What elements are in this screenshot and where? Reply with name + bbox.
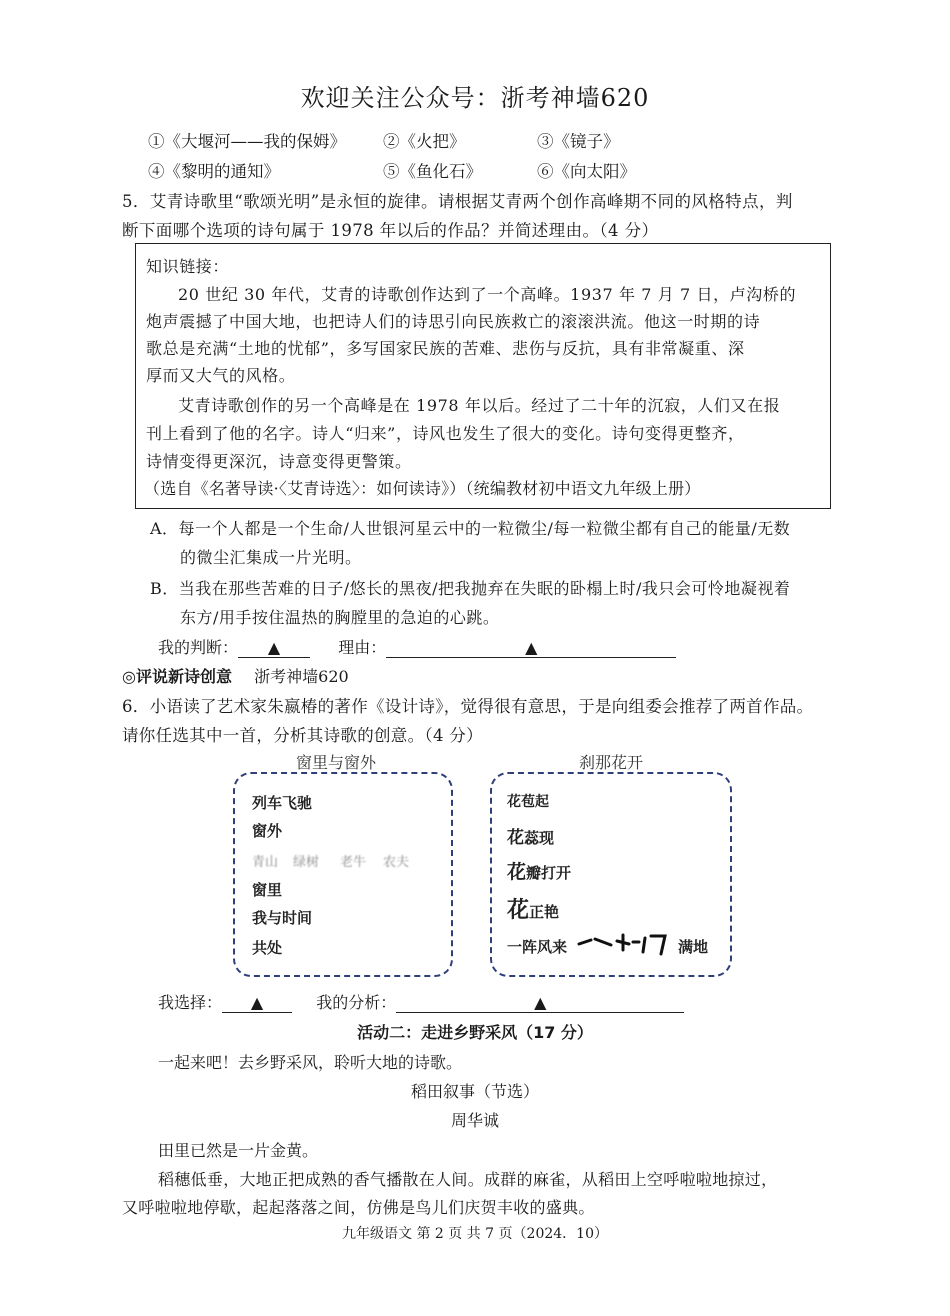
judge-blank[interactable]: ▲: [238, 639, 310, 658]
flower-char: 花: [507, 828, 524, 848]
poem2-line: 一阵风来: [507, 938, 568, 956]
activity2-intro: 一起来吧！去乡野采风，聆听大地的诗歌。: [158, 1053, 463, 1072]
work-item: ⑥《向太阳》: [537, 162, 636, 181]
poem1-title: 窗里与窗外: [296, 753, 377, 772]
q5-answer-line: [158, 635, 676, 658]
q5-stem-line1: 5．艾青诗歌里“歌颂光明”是永恒的旋律。请根据艾青两个创作高峰期不同的风格特点，判: [122, 192, 793, 211]
scattered-petal-strokes: [577, 930, 673, 958]
q6-stem-line2: 请你任选其中一首，分析其诗歌的创意。（4 分）: [122, 726, 483, 745]
flower-rest: 蕊现: [524, 829, 555, 847]
option-b-line1: B．当我在那些苦难的日子/悠长的黑夜/把我抛弃在失眠的卧榻上时/我只会可怜地凝视着: [150, 579, 791, 598]
choose-label: 我选择：: [158, 993, 223, 1012]
poem1-line: 窗里: [252, 881, 283, 899]
q6-answer-line: [158, 990, 684, 1013]
reason-label: 理由：: [338, 638, 387, 657]
reading-paragraph: 又呼啦啦地停歇，起起落落之间，仿佛是鸟儿们庆贺丰收的盛典。: [122, 1198, 595, 1217]
work-item: ②《火把》: [383, 132, 466, 151]
work-item: ④《黎明的通知》: [148, 162, 280, 181]
box-line: 歌总是充满“土地的忧郁”，多写国家民族的苦难、悲伤与反抗，具有非常凝重、深: [146, 339, 745, 358]
poem1-line: 我与时间: [252, 909, 313, 927]
box-line: 炮声震撼了中国大地，也把诗人们的诗思引向民族救亡的滚滚洪流。他这一时期的诗: [146, 312, 761, 331]
poem2-line: [507, 823, 554, 848]
poem1-line: 窗外: [252, 822, 283, 840]
judge-label: 我的判断：: [158, 638, 239, 657]
page-footer: 九年级语文 第 2 页 共 7 页（2024．10）: [342, 1226, 608, 1242]
petal-stroke: [651, 936, 665, 954]
reason-blank[interactable]: ▲: [386, 639, 676, 658]
activity2-title: 活动二：走进乡野采风（17 分）: [357, 1023, 593, 1042]
section-heading: [122, 664, 349, 687]
knowledge-link-box: [135, 243, 831, 509]
work-item: ①《大堰河——我的保姆》: [148, 132, 346, 151]
flower-rest: 瓣打开: [526, 864, 572, 882]
poem2-line: 满地: [678, 938, 709, 956]
choose-blank[interactable]: ▲: [222, 994, 292, 1013]
poem2-line: 花苞起: [507, 794, 549, 810]
poem1-blurred-word: 绿树: [293, 855, 320, 870]
poem2-line: [507, 893, 559, 924]
box-line: 刊上看到了他的名字。诗人“归来”，诗风也发生了很大的变化。诗句变得更整齐，: [146, 424, 745, 443]
poem2-line: [507, 857, 571, 884]
poem1-blurred-word: 青山: [252, 855, 279, 870]
poem1-line: 列车飞驰: [252, 794, 313, 812]
petal-stroke: [579, 940, 591, 944]
flower-char: 花: [507, 898, 530, 923]
page-header-watermark: 欢迎关注公众号：浙考神墙620: [300, 84, 650, 112]
section-title: ◎评说新诗创意: [122, 667, 232, 686]
reading-title: 稻田叙事（节选）: [410, 1082, 539, 1101]
box-title: 知识链接：: [146, 257, 230, 276]
poem1-line: 共处: [252, 939, 283, 957]
work-item: ⑤《鱼化石》: [383, 162, 482, 181]
poem2-title: 刹那花开: [579, 753, 644, 772]
flower-rest: 正艳: [529, 903, 560, 921]
box-line: 诗情变得更深沉，诗意变得更警策。: [146, 452, 412, 471]
work-item: ③《镜子》: [537, 132, 620, 151]
poem1-blurred-word: 农夫: [383, 855, 410, 870]
poem1-blurred-word: 老牛: [340, 855, 367, 870]
reading-paragraph: 田里已然是一片金黄。: [158, 1141, 319, 1160]
reading-author: 周华诚: [450, 1111, 499, 1130]
reading-paragraph: 稻穗低垂，大地正把成熟的香气播散在人间。成群的麻雀，从稻田上空呼啦啦地掠过，: [158, 1170, 778, 1189]
q6-stem-line1: 6．小语读了艺术家朱嬴椿的著作《设计诗》，觉得很有意思，于是向组委会推荐了两首作品。: [122, 697, 814, 716]
box-line: 20 世纪 30 年代，艾青的诗歌创作达到了一个高峰。1937 年 7 月 7 日，卢沟桥的: [178, 285, 797, 304]
box-source: （选自《名著导读·〈艾青诗选〉：如何读诗》）（统编教材初中语文九年级上册）: [144, 479, 701, 498]
analysis-label: 我的分析：: [316, 993, 397, 1012]
petal-stroke: [595, 939, 611, 945]
box-line: 厚而又大气的风格。: [146, 366, 296, 385]
option-a-line1: A．每一个人都是一个生命/人世银河星云中的一粒微尘/每一粒微尘都有自己的能量/无数: [150, 519, 791, 538]
option-b-line2: 东方/用手按住温热的胸膛里的急迫的心跳。: [180, 608, 500, 627]
option-a-line2: 的微尘汇集成一片光明。: [180, 548, 362, 567]
q5-stem-line2: 断下面哪个选项的诗句属于 1978 年以后的作品？并简述理由。（4 分）: [122, 221, 659, 240]
analysis-blank[interactable]: ▲: [396, 994, 684, 1013]
section-tag: 浙考神墙620: [254, 667, 349, 686]
box-line: 艾青诗歌创作的另一个高峰是在 1978 年以后。经过了二十年的沉寂，人们又在报: [178, 396, 781, 415]
petal-stroke: [643, 938, 645, 952]
flower-char: 花: [507, 861, 527, 883]
